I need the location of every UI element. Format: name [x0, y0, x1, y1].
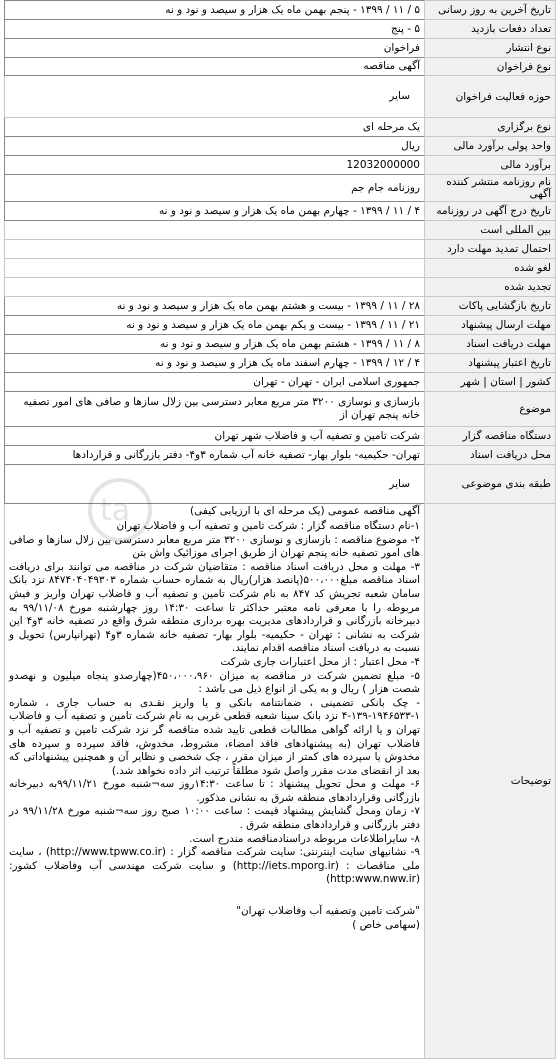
row-value: فراخوان [5, 39, 425, 58]
info-row [5, 465, 556, 504]
info-row [5, 58, 556, 76]
row-value: روزنامه جام جم [5, 175, 425, 202]
info-row [5, 278, 556, 297]
row-value: ۸ / ۱۱ / ۱۳۹۹ - هشتم بهمن ماه یک هزار و سیصد و نود و نه [5, 335, 425, 354]
info-row [5, 297, 556, 316]
info-row [5, 259, 556, 278]
row-value: آگهی مناقصه [5, 58, 425, 76]
row-label: بین المللی است [425, 221, 556, 240]
row-label: تاریخ آخرین به روز رسانی [425, 1, 556, 20]
row-value: ۵ - پنج [5, 20, 425, 39]
info-row [5, 137, 556, 156]
info-row [5, 76, 556, 118]
info-row [5, 39, 556, 58]
row-value [5, 259, 425, 278]
info-row [5, 373, 556, 392]
row-value: جمهوری اسلامی ایران - تهران - تهران [5, 373, 425, 392]
row-value: سایر [5, 76, 425, 118]
row-label: تاریخ اعتبار پیشنهاد [425, 354, 556, 373]
row-value: ۲۸ / ۱۱ / ۱۳۹۹ - بیست و هشتم بهمن ماه یک هزار و سیصد و نود و نه [5, 297, 425, 316]
description-heading: آگهی مناقصه عمومی (یک مرحله ای با ارزیابی کیفی) [190, 505, 420, 517]
row-label: لغو شده [425, 259, 556, 278]
info-row [5, 316, 556, 335]
row-value: یک مرحله ای [5, 118, 425, 137]
row-label: برآورد مالی [425, 156, 556, 175]
info-row [5, 20, 556, 39]
row-label: تجدید شده [425, 278, 556, 297]
info-row [5, 175, 556, 202]
row-value: ۴ / ۱۱ / ۱۳۹۹ - چهارم بهمن ماه یک هزار و سیصد و نود و نه [5, 202, 425, 221]
row-label: تعداد دفعات بازدید [425, 20, 556, 39]
row-value: بازسازی و نوسازی ۳۲۰۰ متر مربع معابر دسترسی بین زلال سازها و صافی های امور تصفیه خانه پنجم تهران از [5, 392, 425, 427]
row-value: ریال [5, 137, 425, 156]
row-value [5, 240, 425, 259]
row-label: نام روزنامه منتشر کننده آگهی [425, 175, 556, 202]
row-label: واحد پولی برآورد مالی [425, 137, 556, 156]
info-row [5, 1, 556, 20]
svg-text:ta: ta [100, 493, 131, 528]
info-row [5, 202, 556, 221]
row-label: حوزه فعالیت فراخوان [425, 76, 556, 118]
row-label: مهلت ارسال پیشنهاد [425, 316, 556, 335]
info-row [5, 156, 556, 175]
info-row [5, 221, 556, 240]
info-row [5, 335, 556, 354]
info-row [5, 446, 556, 465]
row-label: موضوع [425, 392, 556, 427]
row-label: نوع برگزاری [425, 118, 556, 137]
info-row [5, 240, 556, 259]
description-content [5, 504, 425, 1059]
row-value: ۴ / ۱۲ / ۱۳۹۹ - چهارم اسفند ماه یک هزار و سیصد و نود و نه [5, 354, 425, 373]
row-label: محل دریافت اسناد [425, 446, 556, 465]
info-row [5, 427, 556, 446]
row-label: نوع انتشار [425, 39, 556, 58]
info-row [5, 118, 556, 137]
row-value [5, 278, 425, 297]
description-text: ۱-نام دستگاه مناقصه گزار : شرکت تامین و تصفیه آب و فاضلاب تهران ۲- موضوع مناقصه : بازسازی و نوسازی ۳۲۰۰ متر مربع معابر دسترسی بین زلال سازها و صافی های امور تصفیه خانه پنجم تهران از طریق اجرای موزائیک واش بتن ۳- مهلت و محل دریافت اسناد مناقصه : متقاضیان شرکت در مناقصه می توانند برای دریافت اسناد مناقصه مبلغ۵۰۰،۰۰۰(پانصد هزار)ریال به شماره حساب شماره ۸۴۷۴۰۴۰۴۹۳۰۳ نزد بانک سامان شعبه تجریش کد ۸۴۷ به نام شرکت تامین و تصفیه آب و فاضلاب تهران واریز و فیش مربوطه را با معرفی نامه معتبر حداکثر تا ساعت ۱۴:۳۰ روز چهارشنبه مورخ ۹۹/۱۱/۰۸ به دبیرخانه بازرگانی و قراردادهای مدیریت بهره برداری منطقه شرق واقع در تصفیه خانه ۳و۴ این شرکت به نشانی : تهران - حکیمیه- بلوار بهار- تصفیه خانه شماره ۳و۴ (تهرانپارس) تحویل و نسبت به دریافت اسناد مناقصه اقدام نمایند. ۴- محل اعتبار : از محل اعتبارات جاری شرکت ۵- مبلغ تضمین شرکت در مناقصه به میزان ۴۵۰،۰۰۰،۹۶۰(چهارصدو پنجاه میلیون و نهصدو شصت هزار ) ریال و به یکی از انواع ذیل می باشد : - چک بانکی تضمینی ، ضمانتنامه بانکی و یا واریز نقـدی به حساب جاری ، شماره ۱-۱۹۴۶۵۳۳-۱۳۹-۴ نزد بانک سینا شعبه قطعی غربی به نام شرکت تامین و تصفیه آب و فاضلاب تهران و یا ارائه گواهی مطالبات قطعی تایید شده مناقصه گر نزد شرکت تامین و تصفیه آب و فاضلاب تهران (به پیشنهادهای فاقد امضاء، مشروط، مخدوش، فاقد سپرده و سپرده های مخدوش یا سپرده های کمتر از میزان مقرر ، چک شخصی و نظایر آن و همچنین پیشنهاداتی که بعد از انقضای مدت مقرر واصل شود مطلقاً ترتیب اثر داده نخواهد شد.) ۶- مهلت و محل تحویل پیشنهاد : تا ساعت ۱۴:۳۰روز سه¬شنبه مورخ ۹۹/۱۱/۲۱به دبیرخانه بازرگانی وقراردادهای منطقه شرق به نشانی مذکور. ۷- زمان ومحل گشایش پیشنهاد قیمت : ساعت ۱۰:۰۰ صبح روز سه¬شنبه مورخ ۹۹/۱۱/۲۸ در دفتر بازرگانی و قراردادهای منطقه شرق . ۸- سایراطلاعات مربوطه دراسنادمناقصه مندرج است. ۹- نشانیهای سایت اینترنتی: سایت شرکت مناقصه گزار : (http://www.tpww.co.ir) ، سایت ملی مناقصات : (http://iets.mporg.ir) و سایت شرکت مهندسی آب وفاضلاب کشور: (http:www.nww.ir) [9, 520, 421, 886]
row-label: طبقه بندی موضوعی [425, 465, 556, 504]
info-row [5, 392, 556, 427]
row-value: شرکت تامین و تصفیه آب و فاضلاب شهر تهران [5, 427, 425, 446]
description-signature: "شرکت تامین وتصفیه آب وفاضلاب تهران" (سهامی خاص ) [236, 905, 420, 931]
row-value: سایر [5, 465, 425, 504]
row-label: مهلت دریافت اسناد [425, 335, 556, 354]
tender-info-table [4, 0, 556, 1059]
row-label: نوع فراخوان [425, 58, 556, 76]
row-label: احتمال تمدید مهلت دارد [425, 240, 556, 259]
row-value: 12032000000 [5, 156, 425, 175]
row-value: ۵ / ۱۱ / ۱۳۹۹ - پنجم بهمن ماه یک هزار و سیصد و نود و نه [5, 1, 425, 20]
row-label: تاریخ بازگشایی پاکات [425, 297, 556, 316]
row-value: ۲۱ / ۱۱ / ۱۳۹۹ - بیست و یکم بهمن ماه یک هزار و سیصد و نود و نه [5, 316, 425, 335]
row-value: تهران- حکیمیه- بلوار بهار- تصفیه خانه آب شماره ۳و۴- دفتر بازرگانی و قراردادها [5, 446, 425, 465]
description-row [5, 504, 556, 1059]
info-row [5, 354, 556, 373]
description-label: توضیحات [425, 504, 556, 1059]
row-value [5, 221, 425, 240]
row-label: کشور | استان | شهر [425, 373, 556, 392]
row-label: دستگاه مناقصه گزار [425, 427, 556, 446]
row-label: تاریخ درج آگهی در روزنامه [425, 202, 556, 221]
